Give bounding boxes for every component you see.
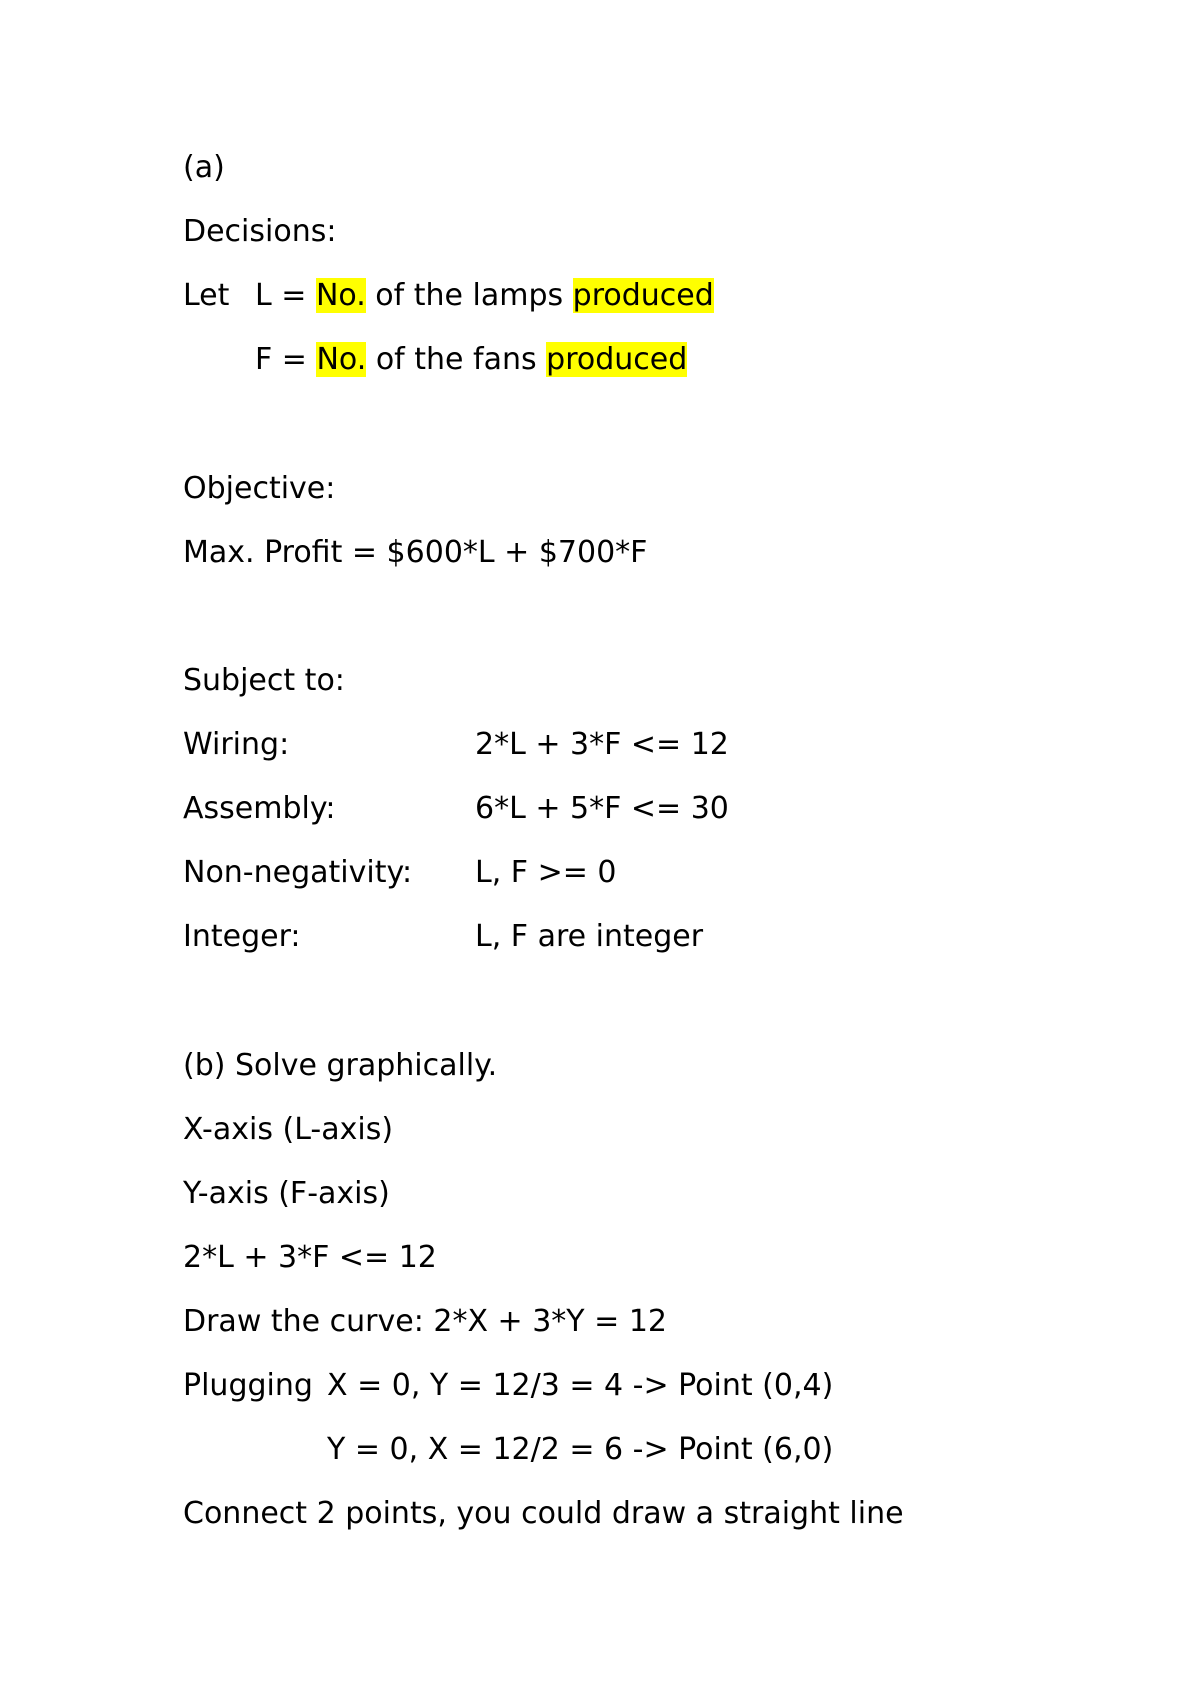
plug-line-2: Y = 0, X = 12/2 = 6 -> Point (6,0) (327, 1432, 834, 1467)
connect-line: Connect 2 points, you could draw a straight line (183, 1496, 904, 1531)
y-axis-line: Y-axis (F-axis) (183, 1176, 390, 1211)
plugging-word: Plugging (183, 1368, 313, 1403)
part-b-heading: (b) Solve graphically. (183, 1048, 498, 1083)
part-b-constraint: 2*L + 3*F <= 12 (183, 1240, 437, 1275)
l-prefix: L = (255, 278, 316, 313)
constraint-assembly-expr: 6*L + 5*F <= 30 (475, 791, 729, 826)
x-axis-line: X-axis (L-axis) (183, 1112, 394, 1147)
plug-line-1: X = 0, Y = 12/3 = 4 -> Point (0,4) (327, 1368, 834, 1403)
constraint-assembly-name: Assembly: (183, 791, 336, 826)
constraint-integer-name: Integer: (183, 919, 301, 954)
constraint-nonneg-name: Non-negativity: (183, 855, 413, 890)
constraint-wiring-expr: 2*L + 3*F <= 12 (475, 727, 729, 762)
constraint-nonneg-expr: L, F >= 0 (475, 855, 617, 890)
draw-curve-line: Draw the curve: 2*X + 3*Y = 12 (183, 1304, 667, 1339)
objective-heading: Objective: (183, 471, 336, 506)
part-a-label: (a) (183, 150, 225, 185)
l-no-highlight: No. (315, 278, 366, 313)
constraint-integer-expr: L, F are integer (475, 919, 704, 954)
subject-heading: Subject to: (183, 663, 345, 698)
constraint-wiring-name: Wiring: (183, 727, 290, 762)
objective-formula: Max. Profit = $600*L + $700*F (183, 535, 648, 570)
f-no-highlight: No. (316, 342, 367, 377)
f-prefix: F = (255, 342, 317, 377)
decision-l-line (255, 276, 714, 316)
l-produced-highlight: produced (572, 278, 714, 313)
l-middle: of the lamps (365, 278, 573, 313)
f-produced-highlight: produced (546, 342, 688, 377)
decision-f-line (255, 340, 687, 380)
decisions-heading: Decisions: (183, 214, 337, 249)
f-middle: of the fans (366, 342, 547, 377)
let-word: Let (183, 278, 230, 313)
